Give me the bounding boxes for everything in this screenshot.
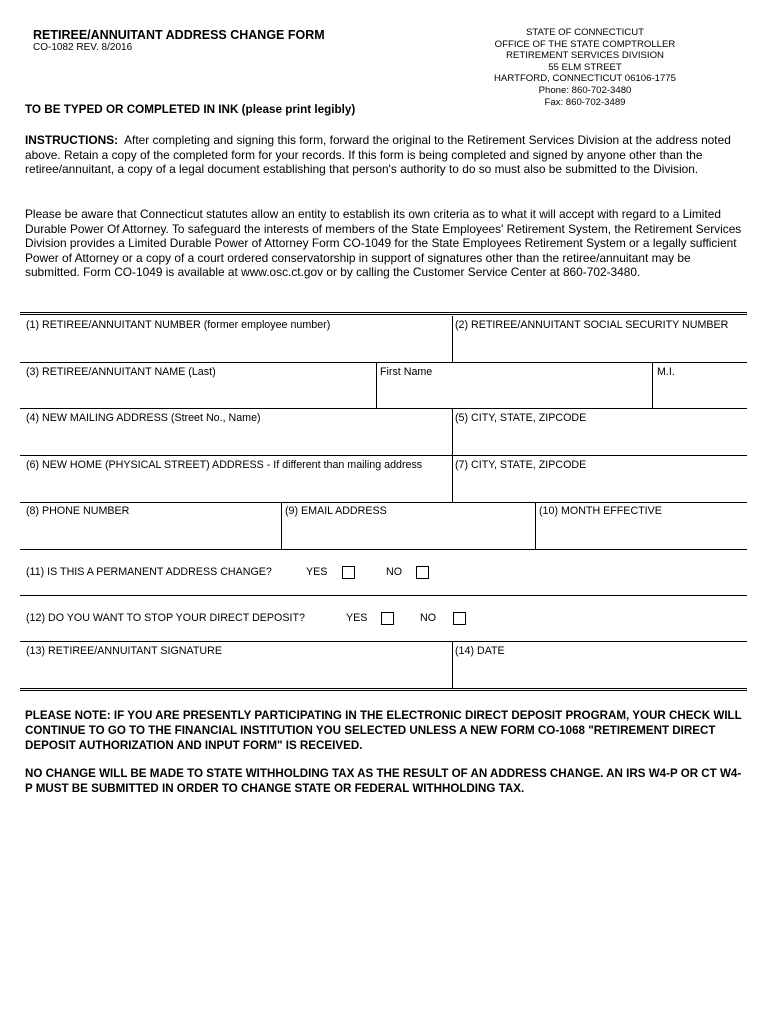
column-divider (376, 362, 377, 408)
divider (20, 455, 747, 456)
permanent-no-checkbox[interactable] (416, 566, 429, 579)
first-name-label: First Name (380, 366, 433, 378)
typed-notice: TO BE TYPED OR COMPLETED IN INK (please print legibly) (25, 103, 356, 116)
instructions-text: After completing and signing this form, forward the original to the Retirement Services Division at the address noted above. Retain a copy of the completed form for your records. If this form is being completed and signed by anyone other than the retiree/annuitant, a copy of a legal document establishing that person's authority to do so must also be submitted to the Division. (25, 133, 731, 177)
date-label: (14) DATE (455, 645, 505, 657)
phone-label: (8) PHONE NUMBER (26, 505, 130, 517)
form-bottom-rule (20, 688, 747, 691)
permanent-yes-label: YES (306, 566, 328, 578)
stop-deposit-yes-label: YES (346, 612, 368, 624)
agency-line: STATE OF CONNECTICUT (526, 27, 644, 38)
stop-deposit-no-checkbox[interactable] (453, 612, 466, 625)
agency-line: 55 ELM STREET (548, 61, 622, 73)
column-divider (452, 408, 453, 502)
agency-line: OFFICE OF THE STATE COMPTROLLER (494, 38, 676, 50)
permanent-no-label: NO (386, 566, 403, 578)
instructions-label: INSTRUCTIONS: (25, 133, 119, 147)
permanent-yes-checkbox[interactable] (342, 566, 355, 579)
home-address-label: (6) NEW HOME (PHYSICAL STREET) ADDRESS - If different than mailing address (26, 459, 423, 471)
stop-deposit-question: (12) DO YOU WANT TO STOP YOUR DIRECT DEPOSIT? (26, 612, 305, 624)
agency-line: HARTFORD, CONNECTICUT 06106-1775 (494, 73, 676, 85)
form-title: RETIREE/ANNUITANT ADDRESS CHANGE FORM (33, 28, 325, 42)
column-divider (452, 316, 453, 362)
retiree-number-label: (1) RETIREE/ANNUITANT NUMBER (former employee number) (26, 319, 331, 331)
email-label: (9) EMAIL ADDRESS (285, 505, 387, 517)
ssn-label: (2) RETIREE/ANNUITANT SOCIAL SECURITY NUMBER (455, 319, 729, 331)
home-city-state-zip-label: (7) CITY, STATE, ZIPCODE (455, 459, 587, 471)
form-number: CO-1082 REV. 8/2016 (33, 42, 133, 53)
instructions-paragraph (25, 133, 745, 177)
divider (20, 549, 747, 550)
signature-label: (13) RETIREE/ANNUITANT SIGNATURE (26, 645, 222, 657)
divider (20, 595, 747, 596)
divider (20, 502, 747, 503)
mailing-city-state-zip-label: (5) CITY, STATE, ZIPCODE (455, 412, 587, 424)
form-top-rule (20, 312, 747, 315)
column-divider (281, 502, 282, 549)
agency-line: RETIREMENT SERVICES DIVISION (506, 50, 664, 62)
last-name-label: (3) RETIREE/ANNUITANT NAME (Last) (26, 366, 216, 378)
stop-deposit-yes-checkbox[interactable] (381, 612, 394, 625)
divider (20, 408, 747, 409)
column-divider (452, 641, 453, 689)
divider (20, 362, 747, 363)
mailing-address-label: (4) NEW MAILING ADDRESS (Street No., Name) (26, 412, 261, 424)
middle-initial-label: M.I. (657, 366, 675, 378)
withholding-note: NO CHANGE WILL BE MADE TO STATE WITHHOLDING TAX AS THE RESULT OF AN ADDRESS CHANGE. AN IRS W4-P OR CT W4-P MUST BE SUBMITTED IN ORDER TO CHANGE STATE OR FEDERAL WITHHOLDING TAX. (25, 767, 742, 796)
column-divider (535, 502, 536, 549)
agency-line: Phone: 860-702-3480 (538, 84, 632, 96)
month-effective-label: (10) MONTH EFFECTIVE (539, 505, 662, 517)
divider (20, 641, 747, 642)
permanent-change-question: (11) IS THIS A PERMANENT ADDRESS CHANGE? (26, 566, 272, 578)
column-divider (652, 362, 653, 408)
agency-line: Fax: 860-702-3489 (544, 96, 626, 108)
direct-deposit-note: PLEASE NOTE: IF YOU ARE PRESENTLY PARTICIPATING IN THE ELECTRONIC DIRECT DEPOSIT PROGRAM, YOUR CHECK WILL CONTINUE TO GO TO THE FINANCIAL INSTITUTION YOU SELECTED UNLESS A NEW FORM CO-1068 "RETIREMENT DIRECT DEPOSIT AUTHORIZATION AND INPUT FORM" IS RECEIVED. (25, 709, 742, 753)
stop-deposit-no-label: NO (420, 612, 437, 624)
power-of-attorney-paragraph: Please be aware that Connecticut statutes allow an entity to establish its own criteria as to what it will accept with regard to a Limited Durable Power Of Attorney. To safeguard the interests of members of the State Employees' Retirement System, the Retirement Services Division provides a Limited Durable Power of Attorney Form CO-1049 for the State Employees Retirement System or a legally sufficient Power of Attorney or a copy of a court ordered conservatorship in support of signatures other than the retiree/annuitant may be submitted. Form CO-1049 is available at www.osc.ct.gov or by calling the Customer Service Center at 860-702-3480. (25, 207, 742, 280)
agency-address-block (480, 27, 690, 108)
